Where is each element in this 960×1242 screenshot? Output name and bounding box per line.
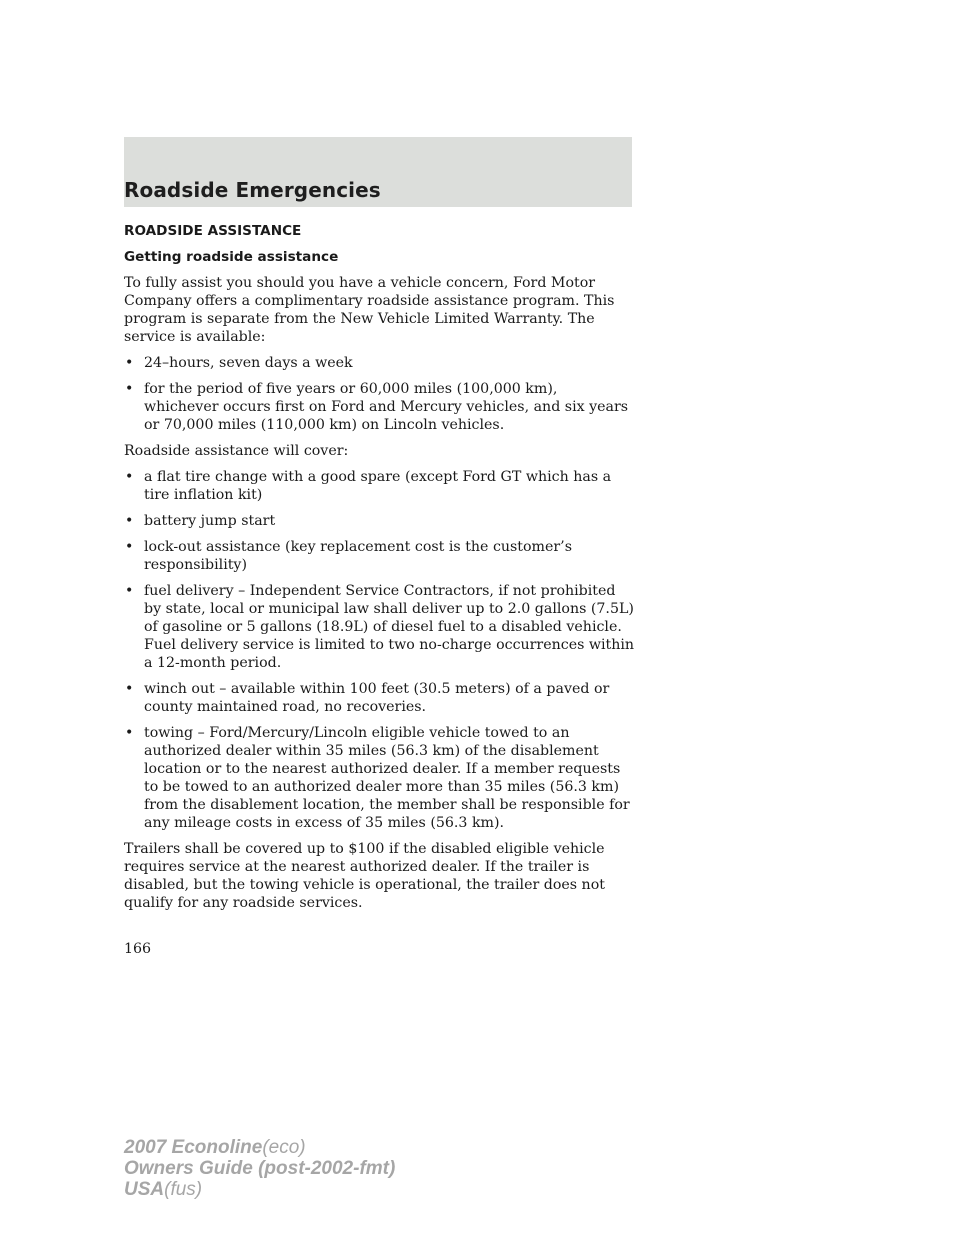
- coverage-intro: Roadside assistance will cover:: [124, 443, 349, 459]
- sub-heading: Getting roadside assistance: [124, 249, 339, 265]
- bullet-icon: •: [125, 513, 134, 529]
- footer-line-2: Owners Guide (post-2002-fmt): [124, 1158, 396, 1179]
- list-item: • fuel delivery – Independent Service Contractors, if not prohibited by state, local or municipal law shall deliver up to 2.0 gallons (7.5L) of gasoline or 5 gallons (18.9L) of diesel fuel to a disabled vehicle. Fuel delivery service is limited to two no-charge occurrences within a 12-month period.: [125, 583, 635, 671]
- list-item: • winch out – available within 100 feet (30.5 meters) of a paved or county maintained road, no recoveries.: [125, 681, 610, 715]
- list-item: • a flat tire change with a good spare (except Ford GT which has a tire inflation kit): [125, 469, 612, 503]
- coverage-list: [124, 468, 636, 832]
- section-header-band: [124, 137, 632, 207]
- section-title: Roadside Emergencies: [124, 178, 381, 202]
- page-number: 166: [124, 941, 152, 957]
- bullet-icon: •: [125, 583, 134, 599]
- list-item: • 24–hours, seven days a week: [125, 355, 353, 371]
- bullet-icon: •: [125, 381, 134, 397]
- availability-list: [124, 354, 636, 434]
- intro-paragraph: To fully assist you should you have a vehicle concern, Ford Motor Company offers a complimentary roadside assistance program. This program is separate from the New Vehicle Limited Warranty. The service is available:: [124, 275, 615, 345]
- list-item: • towing – Ford/Mercury/Lincoln eligible vehicle towed to an authorized dealer within 35 miles (56.3 km) of the disablement location or to the nearest authorized dealer. If a member requests to be towed to an authorized dealer more than 35 miles (56.3 km) from the disablement location, the member shall be responsible for any mileage costs in excess of 35 miles (56.3 km).: [125, 725, 630, 831]
- document-footer: [124, 1137, 395, 1200]
- page-content: [124, 222, 636, 920]
- list-item: • lock-out assistance (key replacement cost is the customer’s responsibility): [125, 539, 572, 573]
- list-item: • battery jump start: [125, 513, 276, 529]
- bullet-icon: •: [125, 539, 134, 555]
- footer-line-3: USA(fus): [124, 1179, 203, 1200]
- bullet-icon: •: [125, 469, 134, 485]
- bullet-icon: •: [125, 355, 134, 371]
- bullet-icon: •: [125, 681, 134, 697]
- footer-line-1: 2007 Econoline(eco): [124, 1137, 306, 1158]
- section-heading: ROADSIDE ASSISTANCE: [124, 223, 302, 239]
- trailers-paragraph: Trailers shall be covered up to $100 if the disabled eligible vehicle requires service at the nearest authorized dealer. If the trailer is disabled, but the towing vehicle is operational, the trailer does not qualify for any roadside services.: [124, 841, 605, 911]
- bullet-icon: •: [125, 725, 134, 741]
- list-item: • for the period of five years or 60,000 miles (100,000 km), whichever occurs first on Ford and Mercury vehicles, and six years or 70,000 miles (110,000 km) on Lincoln vehicles.: [125, 381, 629, 433]
